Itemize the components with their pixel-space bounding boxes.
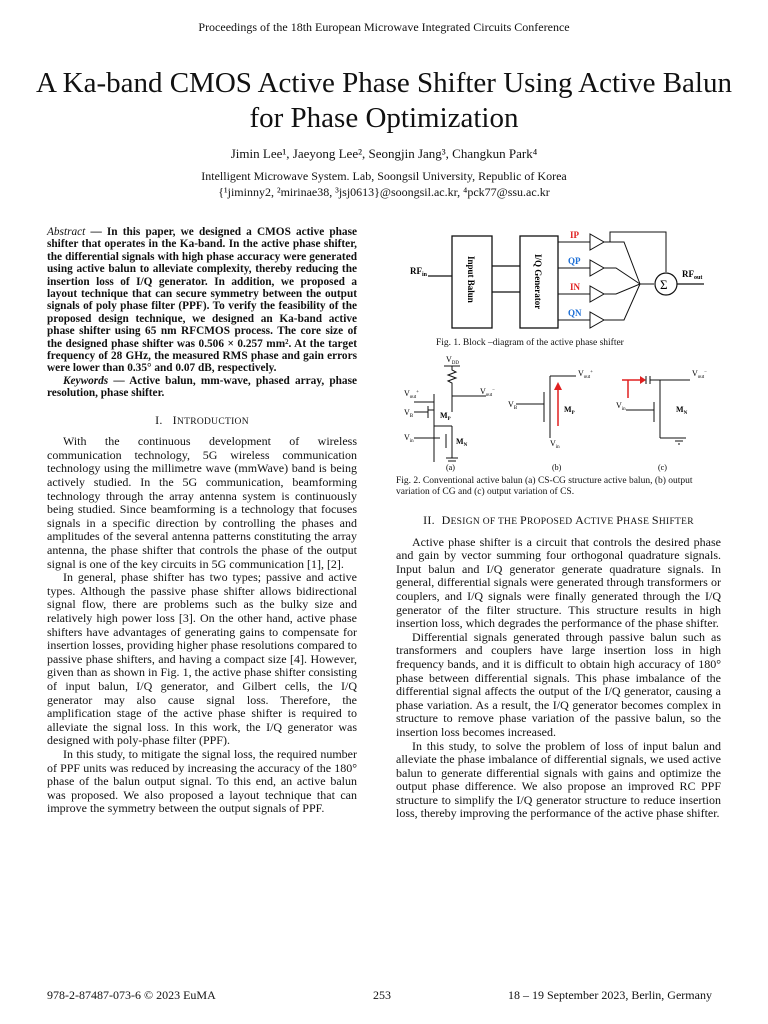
mp-label-a: $M_P$ — [440, 411, 451, 422]
figure-1-caption: Fig. 1. Block –diagram of the active phase shifter — [436, 338, 624, 348]
section-initial: I — [172, 412, 177, 427]
vin-label-c: $V_{in}$ — [616, 401, 626, 412]
intro-paragraph-2: In general, phase shifter has two types; passive and active types. Although the passive phase shifter allows bidirectional signal flow, there are problems such as the bulky size and relatively high power loss [3]. On the other hand, active phase shifters have advantages of generating gains to compensate for insertion losses, providing higher phase resolutions compared to passive phase shifters, and having a compact size [4]. However, given than as shown in Fig. 1, the active phase shifter consisting of input balun, I/Q generator, and Gilbert cells, the I/Q generator may also cause signal loss. Therefore, the amplification stage of the active phase shifter is required to alleviate the signal loss. In this work, the I/Q generator was designed with poly-phase filter (PPF). — [47, 570, 357, 748]
vout-minus-label: $V_{out}^-$ — [480, 387, 495, 398]
right-column — [396, 514, 721, 821]
current-arrowhead-c — [640, 376, 646, 384]
iq-generator-label: I/Q Generator — [533, 254, 543, 310]
author-emails: {¹jiminny2, ²mirinae38, ³jsj0613}@soongsil.ac.kr, ⁴pck77@ssu.ac.kr — [218, 185, 550, 199]
vout-label-c: $V_{out}^-$ — [692, 369, 707, 380]
design-paragraph-3: In this study, to solve the problem of loss of input balun and alleviate the phase imbalance of differential signals, we used active balun to generate differential signals with gains and optimize the output phase difference. We also propose an improved RC PPF structure to simplify the I/Q generator structure to reduce insertion loss, thereby improving the performance of the active phase shifter. — [396, 738, 721, 821]
subfig-c-label: (c) — [658, 463, 667, 472]
vb-label-b: $V_B$ — [508, 400, 518, 411]
vin-label-b: $V_{in}$ — [550, 439, 560, 450]
circuit-b — [508, 369, 593, 472]
design-paragraph-2: Differential signals generated through passive balun such as transformers and couplers have large insertion loss in high frequency bands, and it is difficult to obtain high accuracy of 180° phase between differential signals. This phase imbalance of the differential signal affects the output of the I/Q generator, causing a phase variation. As a result, the I/Q generator becomes complex in structure to remove phase variation of the passive balun, so the insertion loss becomes increased. — [396, 629, 721, 739]
section-rest: HASE — [623, 517, 652, 527]
mn-label-a: $M_N$ — [456, 437, 468, 448]
abstract-lead: Abstract — [47, 226, 86, 238]
circuit-a — [404, 355, 495, 472]
intro-paragraph-3: In this study, to mitigate the signal loss, the required number of PPF units was reduced by increasing the accuracy of the 180° phase of the balun output signal. To this end, an active balun was proposed. We also proposed a layout technique that can improve the symmetry between the output signals of PPF. — [47, 746, 357, 816]
input-balun-label: Input Balun — [466, 256, 476, 303]
output-label-ip: IP — [570, 230, 579, 240]
summer-symbol: Σ — [660, 277, 668, 292]
abstract — [47, 226, 357, 375]
output-label-qp: QP — [568, 256, 581, 266]
keywords-lead: Keywords — [63, 374, 109, 387]
section-number: II. — [423, 513, 435, 527]
section-heading-introduction — [47, 414, 357, 430]
abstract-text: — In this paper, we designed a CMOS active phase shifter that operates in the Ka-band. In the active phase shifter, the differential signals with high phase accuracy were generated using active balun to alleviate complexity, thereby reducing the insertion loss of I/Q generator. In addition, we proposed a layout technique that can secure symmetry between the output signals of poly phase filter (PPF). To verify the feasibility of the proposed design technique, we designed an Ka-band active phase shifter using 65 nm RFCMOS process. The core size of the designed phase shifter was 0.506 × 0.257 mm². At the target frequency of 28 GHz, the measured RMS phase and gain errors were lower than 0.35° and 0.07 dB, respectively. — [47, 226, 357, 375]
vdd-label: $V_{DD}$ — [446, 355, 460, 366]
section-heading-design — [396, 514, 721, 530]
paper-title: A Ka-band CMOS Active Phase Shifter Using Active Balun for Phase Optimization — [36, 67, 732, 134]
section-initial: S — [651, 513, 659, 527]
vout-label-b: $V_{out}^+$ — [578, 369, 593, 380]
output-label-qn: QN — [568, 308, 582, 318]
affiliation: Intelligent Microwave System. Lab, Soongsil University, Republic of Korea — [201, 169, 567, 183]
section-initial: D — [441, 513, 451, 527]
current-arrowhead-b — [554, 382, 562, 390]
section-initial: P — [616, 513, 624, 527]
left-column — [47, 226, 357, 816]
author-list: Jimin Lee¹, Jaeyong Lee², Seongjin Jang³, Changkun Park⁴ — [230, 146, 538, 161]
page-number: 253 — [373, 988, 391, 1002]
keywords — [47, 375, 357, 400]
section-rest: ESIGN OF THE — [450, 517, 520, 527]
section-rest: NTRODUCTION — [176, 416, 249, 427]
output-label-in: IN — [570, 282, 581, 292]
circuit-c — [616, 369, 707, 472]
intro-paragraph-1: With the continuous development of wireless communication technology, 5G wireless communication technology using the millimetre wave (mmWave) band is being actively studied. In the 5G communication, beamforming technology through the array antenna system is continuously being studied. Since beamforming is a technology that focuses signals in a specific direction by controlling the phases and amplitudes of the several antenna patterns constituting the array antenna, the phase shifter that controls the phase of the output signal is one of the key circuits in 5G communication [1], [2]. — [47, 434, 357, 571]
section-rest: ROPOSED — [526, 517, 576, 527]
figure-2-caption: Fig. 2. Conventional active balun (a) CS-CG structure active balun, (b) output variation of CG and (c) output variation of CS. — [396, 476, 693, 497]
figure-1-block-diagram — [404, 224, 724, 342]
vout-plus-label: $V_{out}^+$ — [404, 389, 419, 400]
footer-isbn: 978-2-87487-073-6 © 2023 EuMA — [47, 988, 216, 1002]
subfig-a-label: (a) — [446, 463, 455, 472]
section-number: I. — [155, 412, 163, 427]
rf-in-label: $RF_{in}$ — [410, 266, 428, 278]
affiliation-block — [0, 168, 768, 200]
vin-label-a: $V_{in}$ — [404, 433, 414, 444]
vb-label-a: $V_B$ — [404, 408, 414, 419]
section-initial: P — [520, 513, 527, 527]
section-rest: HIFTER — [658, 517, 694, 527]
keywords-text: — Active balun, mm-wave, phased array, phase resolution, phase shifter. — [47, 374, 357, 400]
section-rest: CTIVE — [584, 517, 617, 527]
subfig-b-label: (b) — [552, 463, 562, 472]
mn-label-c: $M_N$ — [676, 405, 688, 416]
rf-out-label: $RF_{out}$ — [682, 269, 703, 281]
design-paragraph-1: Active phase shifter is a circuit that controls the desired phase and gain by vector summing four orthogonal quadrature signals. Input balun and I/Q generator generate quadrature signals. In general, differential signals were generated through transformers or couplers, and I/Q signals were finally generated through the I/Q generator of the filter structure. This structure results in high insertion loss, which degrades the performance of the phase shifter. — [396, 534, 721, 631]
figure-2-circuit — [400, 352, 722, 474]
footer-date: 18 – 19 September 2023, Berlin, Germany — [508, 988, 712, 1002]
conference-header: Proceedings of the 18th European Microwave Integrated Circuits Conference — [198, 20, 570, 34]
section-initial: A — [575, 513, 585, 527]
mp-label-b: $M_P$ — [564, 405, 575, 416]
